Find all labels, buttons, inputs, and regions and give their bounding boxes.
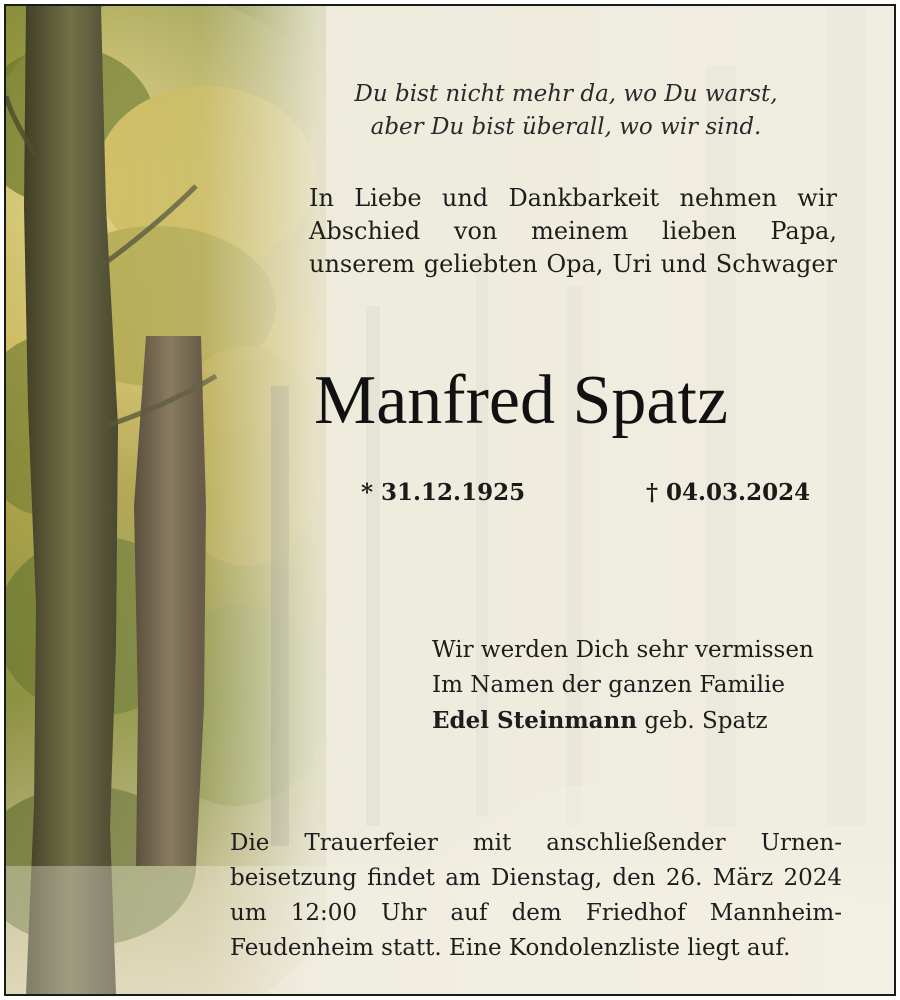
- death-date: † 04.03.2024: [646, 479, 811, 506]
- memorial-quote-line: Du bist nicht mehr da, wo Du warst,: [354, 81, 778, 107]
- service-line: um 12:00 Uhr auf dem Friedhof Mannheim-: [230, 900, 842, 926]
- service-line: beisetzung findet am Dienstag, den 26. März 2024: [230, 865, 842, 891]
- service-line: Die Trauerfeier mit anschließender Urnen-: [230, 830, 842, 856]
- closing-line: Wir werden Dich sehr vermissen: [432, 637, 814, 663]
- birth-date: * 31.12.1925: [361, 479, 526, 506]
- signer: [432, 703, 814, 739]
- memorial-quote: [306, 78, 826, 144]
- closing-line: Im Namen der ganzen Familie: [432, 672, 785, 698]
- obituary-card: [4, 4, 896, 996]
- service-line: Feudenheim statt. Eine Kondolenzliste liegt auf.: [230, 935, 791, 961]
- farewell-intro: [309, 182, 837, 281]
- funeral-service-info: [230, 826, 842, 966]
- memorial-quote-line: aber Du bist überall, wo wir sind.: [370, 114, 762, 140]
- signer-suffix: geb. Spatz: [637, 708, 768, 734]
- farewell-intro-line: In Liebe und Dankbarkeit nehmen wir: [309, 184, 837, 212]
- deceased-name: Manfred Spatz: [314, 362, 729, 439]
- farewell-intro-line: unserem geliebten Opa, Uri und Schwager: [309, 250, 837, 278]
- farewell-intro-line: Abschied von meinem lieben Papa,: [309, 217, 837, 245]
- signer-name: Edel Steinmann: [432, 707, 638, 734]
- family-closing: [432, 633, 814, 739]
